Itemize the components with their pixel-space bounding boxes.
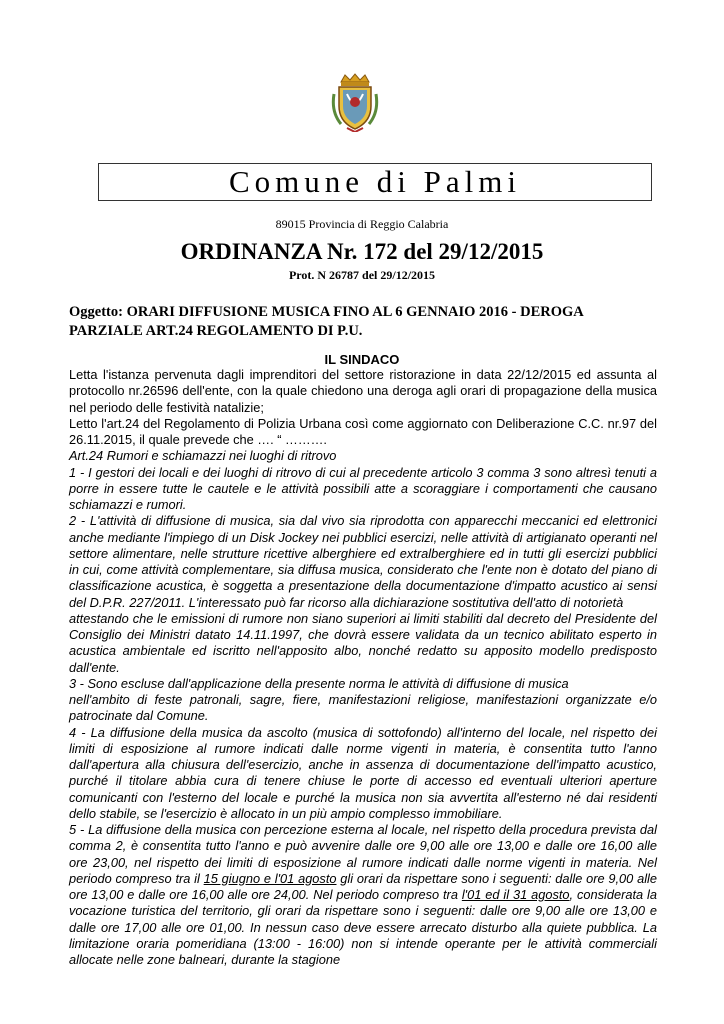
article-title: Art.24 Rumori e schiamazzi nei luoghi di ritrovo xyxy=(69,448,337,464)
comma-2-continued: attestando che le emissioni di rumore non siano superiori ai limiti stabiliti dal decreto del Presidente del Consiglio dei Ministri datato 14.11.1997, che dovrà essere validata da un tecnico abilitato esperto in acustica ambientale ed iscritto nell'apposito albo, nonché redatto su apposito modello predisposto dall'ente. xyxy=(69,610,657,675)
ordinance-title: ORDINANZA Nr. 172 del 29/12/2015 xyxy=(180,239,544,264)
comma-5-august-period: l'01 ed il 31 agosto xyxy=(461,887,570,902)
municipality-name: Comune di Palmi xyxy=(229,164,521,199)
protocol-number: Prot. N 26787 del 29/12/2015 xyxy=(288,268,436,282)
comma-3: 3 - Sono escluse dall'applicazione della presente norma le attività di diffusione di musica xyxy=(69,675,569,691)
comma-5-part-a: 5 - La diffusione della musica con percezione esterna al locale, nel rispetto della procedura prevista dal comma 2, è consentita tutto l'anno e può avvenire dalle ore 9,00 alle ore 13,00 e dalle ore 16,00 alle ore 23,00, nel rispetto dei limiti di esposizione al rumore indicati dalle norme vigenti in materia. Nel periodo compreso tra il xyxy=(69,822,657,886)
coat-of-arms xyxy=(331,72,379,132)
comma-4: 4 - La diffusione della musica da ascolto (musica di sottofondo) all'interno del locale, nel rispetto dei limiti di esposizione al rumore indicati dalle norme vigenti in materia, è consentita tutto l'anno dall'apertura alla chiusura dell'esercizio, anche in assenza di documentazione dell'impatto acustico, purché il titolare abbia cura di tenere chiuse le porte di accesso ed eventuali ulteriori aperture comunicanti con l'esterno del locale e purché la musica non sia avvertita all'esterno né dai residenti dello stabile, se l'esercizio è allocato in un più ampio complesso immobiliare. xyxy=(69,724,657,821)
comma-5-part-c: , considerata la vocazione turistica del territorio, gli orari da rispettare sono i seguenti: dalle ore 9,00 alle ore 13,00 e dalle ore 17,00 alle ore 01,00. In nessun caso deve essere arrecato disturbo alla quiete pubblica. La limitazione oraria pomeridiana (13:00 - 16:00) non si intende operante per le attività commerciali allocate nelle zone balneari, durante la stagione xyxy=(69,887,657,967)
ordinance-body xyxy=(69,367,657,968)
paragraph-regolamento: Letto l'art.24 del Regolamento di Polizia Urbana così come aggiornato con Deliberazione C.C. nr.97 del 26.11.2015, il quale prevede che …. “ ………. xyxy=(69,415,657,447)
municipality-header xyxy=(98,163,652,201)
comma-5-summer-period: 15 giugno e l'01 agosto xyxy=(203,870,337,886)
subject-label: Oggetto: xyxy=(69,304,123,320)
comma-2: 2 - L'attività di diffusione di musica, sia dal vivo sia riprodotta con apparecchi meccanici ed elettronici anche mediante l'impiego di un Disk Jockey nei pubblici esercizi, nelle attività di artigianato operanti nel settore alimentare, nelle strutture ricettive alberghiere ed extralberghiere ed in tutti gli esercizi pubblici in cui, come attività complementare, sia diffusa musica, considerato che l'ente non è dotato del piano di classificazione acustica, è soggetta a presentazione della documentazione d'impatto acustico ai sensi del D.P.R. 227/2011. L'interessato può far ricorso alla dichiarazione sostitutiva dell'atto di notorietà xyxy=(69,513,657,610)
province-line: 89015 Provincia di Reggio Calabria xyxy=(275,217,449,231)
subject-text: ORARI DIFFUSIONE MUSICA FINO AL 6 GENNAIO 2016 - DEROGA PARZIALE ART.24 REGOLAMENTO DI P.U. xyxy=(69,304,583,339)
comma-3-continued: nell'ambito di feste patronali, sagre, fiere, manifestazioni religiose, manifestazioni organizzate e/o patrocinate dal Comune. xyxy=(69,692,657,724)
comma-5-part-b: gli orari da rispettare sono i seguenti: dalle ore 9,00 alle ore 13,00 e dalle ore 16,00 alle ore 24,00. Nel periodo compreso tra xyxy=(69,870,657,902)
paragraph-istanza: Letta l'istanza pervenuta dagli imprenditori del settore ristorazione in data 22/12/2015 ed assunta al protocollo nr.26596 dell'ente, con la quale chiedono una deroga agli orari di propagazione della musica nel periodo delle festività natalizie; xyxy=(69,367,657,415)
comma-1: 1 - I gestori dei locali e dei luoghi di ritrovo di cui al precedente articolo 3 comma 3 sono altresì tenuti a porre in essere tutte le cautele e le attività possibili atte a scoraggiare i comportamenti che causano schiamazzi e rumori. xyxy=(69,464,657,512)
sindaco-heading: IL SINDACO xyxy=(324,352,400,367)
subject xyxy=(69,303,659,341)
comma-5 xyxy=(69,822,657,968)
